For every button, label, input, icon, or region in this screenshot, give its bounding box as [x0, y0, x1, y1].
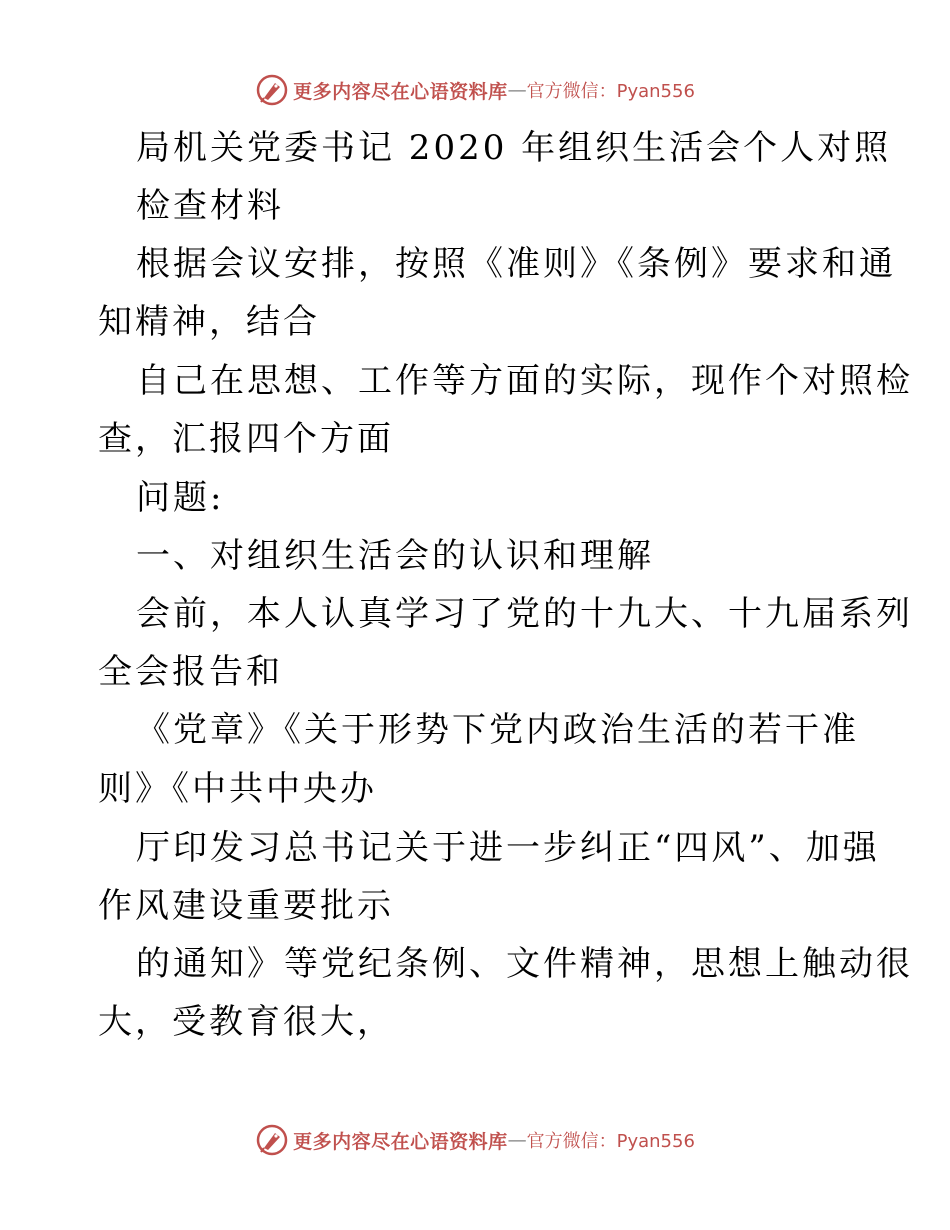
paragraph-line: 自己在思想、工作等方面的实际，现作个对照检 [136, 361, 913, 401]
footer-watermark [0, 1120, 950, 1160]
watermark-separator: — [507, 1129, 527, 1151]
paragraph-line: 会前，本人认真学习了党的十九大、十九届系列 [136, 594, 913, 634]
watermark-main-text: 更多内容尽在心语资料库 [293, 80, 508, 103]
pen-nib-circle-icon [255, 1123, 289, 1157]
watermark-main-text: 更多内容尽在心语资料库 [293, 1130, 508, 1153]
paragraph-line: 问题: [136, 478, 225, 518]
pen-nib-circle-icon [255, 73, 289, 107]
paragraph-line: 作风建设重要批示 [98, 886, 394, 926]
paragraph-line: 则》《中共中央办 [98, 769, 377, 809]
section-heading: 一、对组织生活会的认识和理解 [136, 536, 654, 576]
paragraph-line: 查，汇报四个方面 [98, 419, 394, 459]
watermark-separator: — [507, 79, 527, 101]
document-title-line-2: 检查材料 [136, 186, 284, 226]
paragraph-line: 的通知》等党纪条例、文件精神，思想上触动很 [136, 944, 913, 984]
watermark-wechat-text: 官方微信：Pyan556 [526, 81, 695, 102]
header-watermark [0, 70, 950, 110]
watermark-wechat-text: 官方微信：Pyan556 [526, 1131, 695, 1152]
document-title-line-1: 局机关党委书记 2020 年组织生活会个人对照 [136, 128, 892, 168]
paragraph-line: 《党章》《关于形势下党内政治生活的若干准 [136, 710, 859, 750]
paragraph-line: 根据会议安排，按照《准则》《条例》要求和通 [136, 244, 896, 284]
paragraph-line: 厅印发习总书记关于进一步纠正“四风”、加强 [136, 828, 880, 868]
paragraph-line: 全会报告和 [98, 652, 283, 692]
paragraph-line: 知精神，结合 [98, 302, 320, 342]
paragraph-line: 大，受教育很大， [98, 1002, 394, 1042]
